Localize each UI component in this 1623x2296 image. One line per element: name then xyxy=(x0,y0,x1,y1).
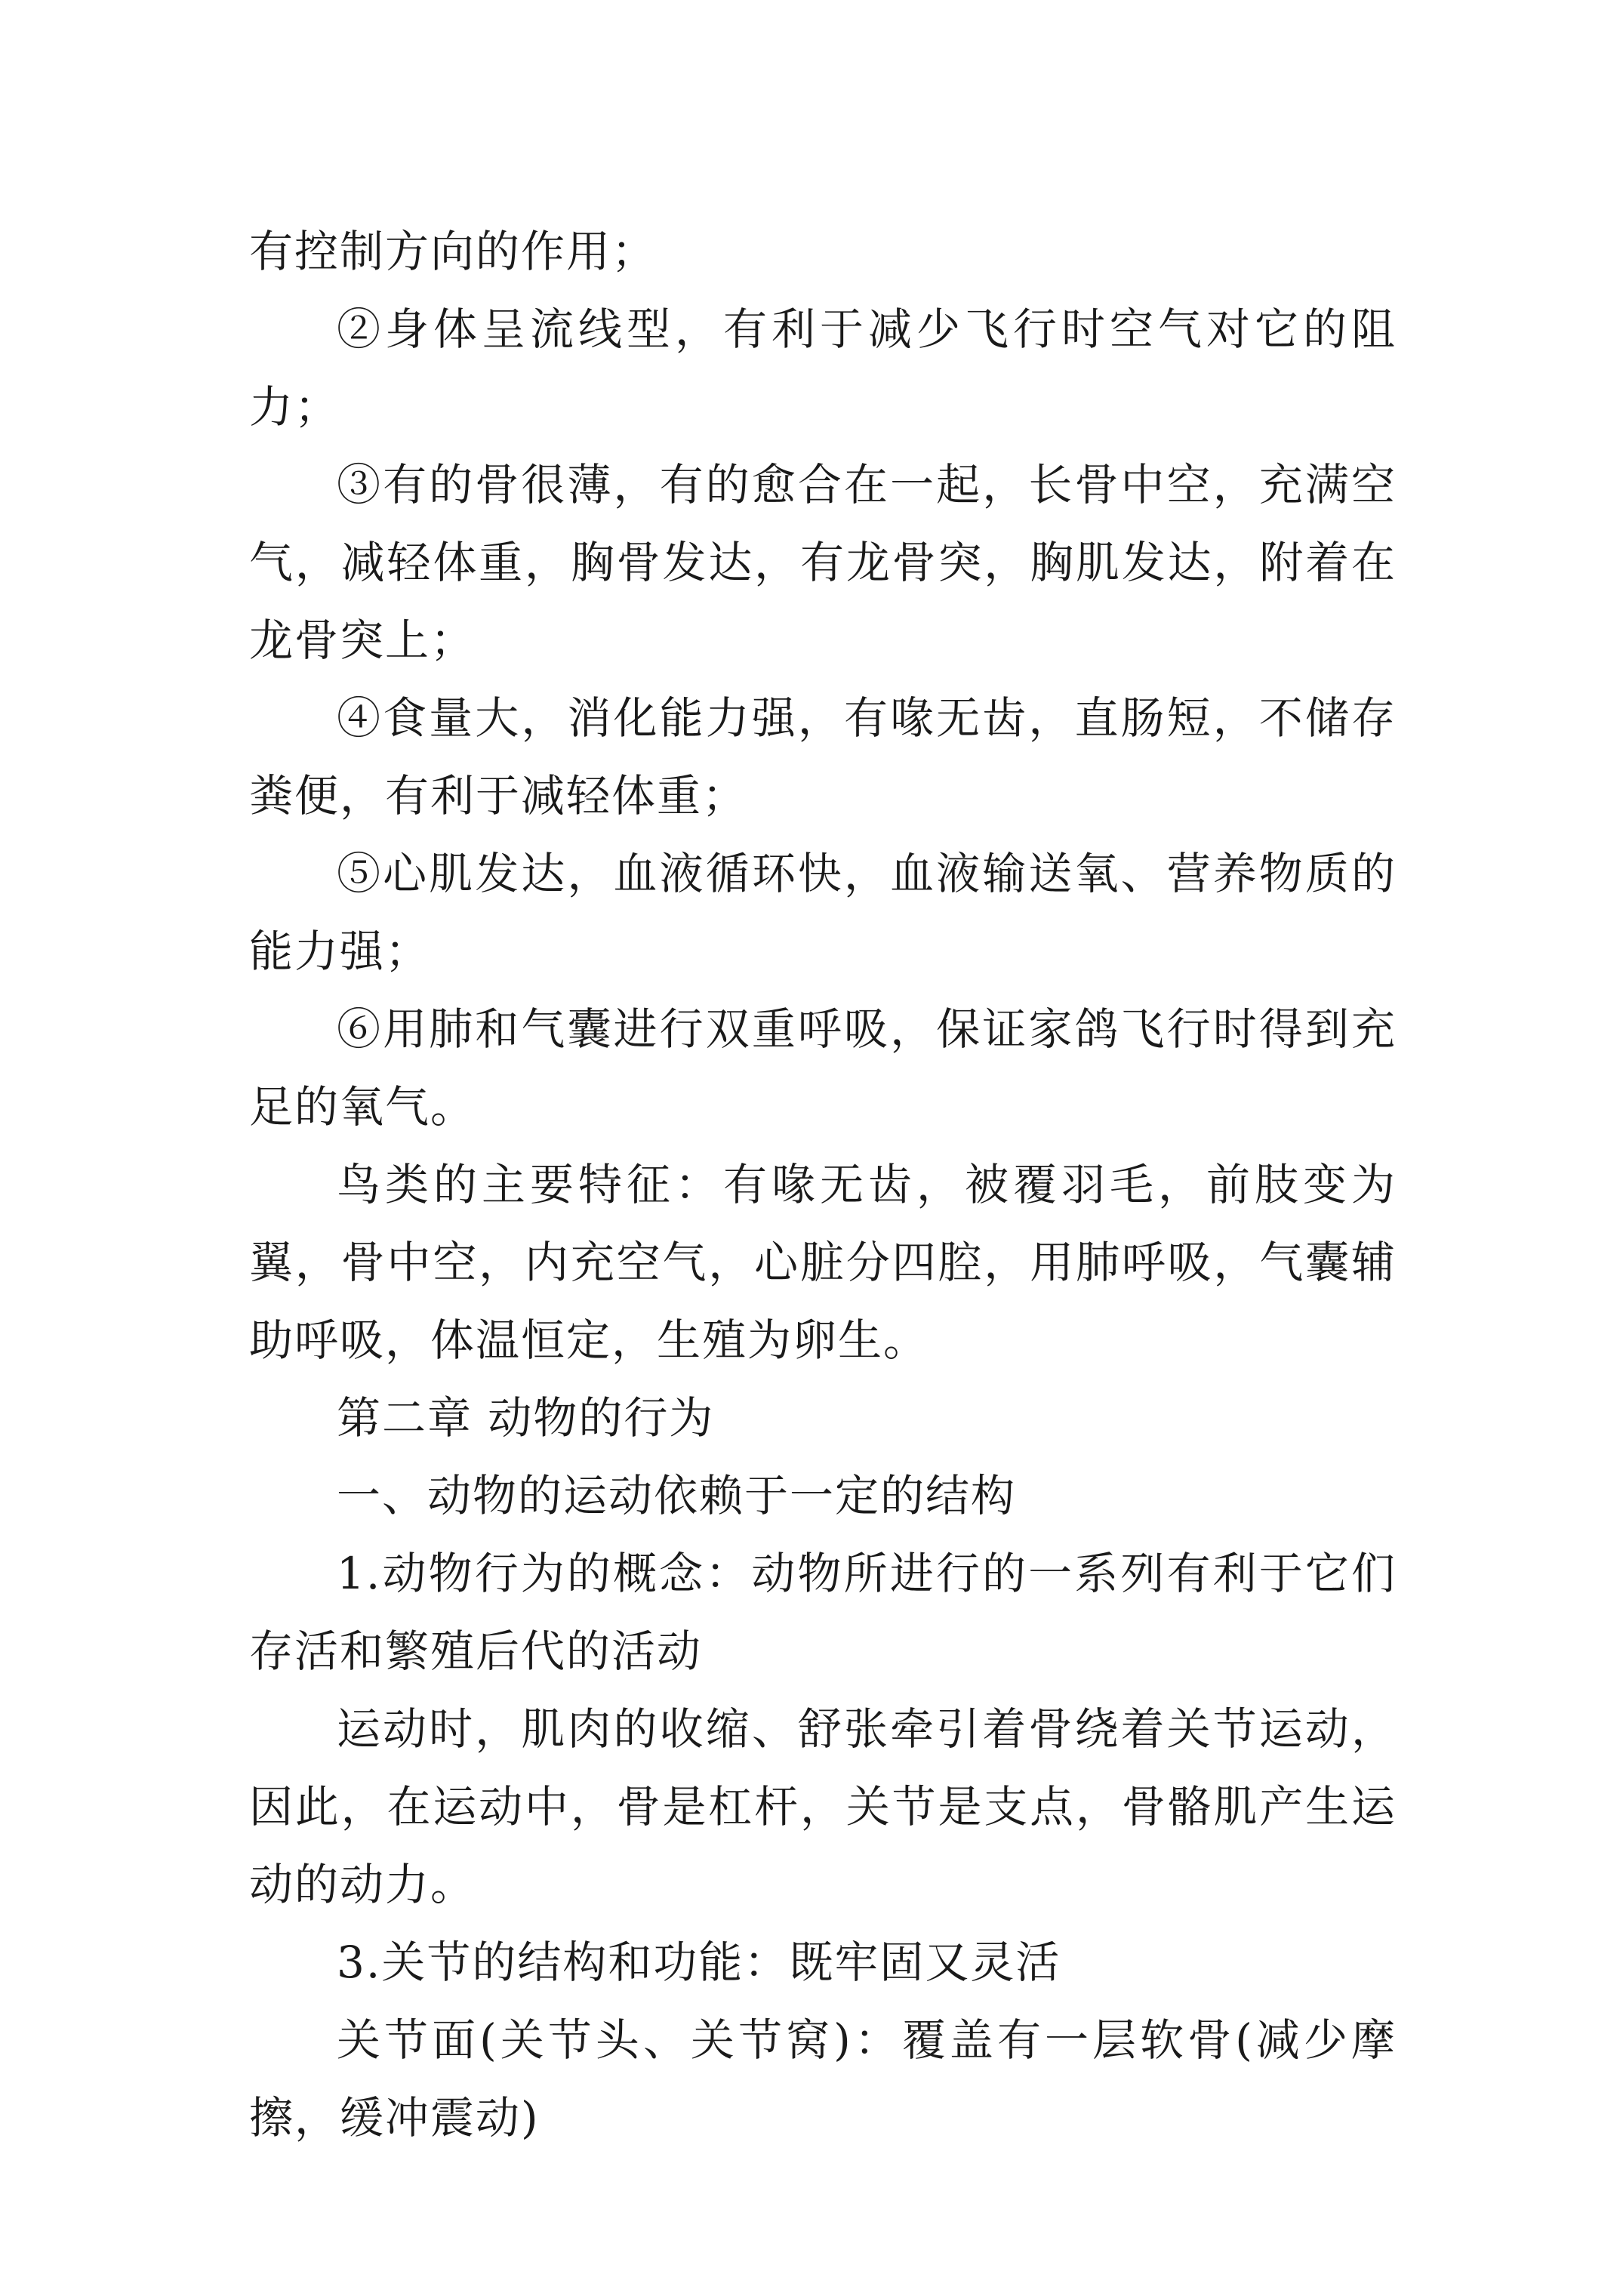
section-heading: 一、动物的运动依赖于一定的结构 xyxy=(337,1470,1017,1521)
paragraph-continuation: 有控制方向的作用； xyxy=(249,226,658,277)
paragraph-item-3: ③有的骨很薄，有的愈合在一起，长骨中空，充满空气，减轻体重，胸骨发达，有龙骨突，胸肌发达，附着在龙骨突上； xyxy=(249,459,1397,666)
paragraph-item-6: ⑥用肺和气囊进行双重呼吸，保证家鸽飞行时得到充足的氧气。 xyxy=(249,1003,1397,1133)
paragraph-joint-structure: 3.关节的结构和功能：既牢固又灵活 xyxy=(337,1937,1061,1988)
document-body xyxy=(249,213,1397,2157)
paragraph-movement: 运动时，肌肉的收缩、舒张牵引着骨绕着关节运动，因此，在运动中，骨是杠杆，关节是支点，骨骼肌产生运动的动力。 xyxy=(249,1703,1397,1910)
paragraph-item-4: ④食量大，消化能力强，有喙无齿，直肠短，不储存粪便，有利于减轻体重； xyxy=(249,692,1397,821)
paragraph-behavior-concept: 1.动物行为的概念：动物所进行的一系列有利于它们存活和繁殖后代的活动 xyxy=(249,1548,1397,1677)
chapter-heading: 第二章 动物的行为 xyxy=(337,1392,715,1444)
paragraph-joint-surface: 关节面(关节头、关节窝)：覆盖有一层软骨(减少摩擦，缓冲震动) xyxy=(249,2014,1397,2143)
paragraph-bird-features: 鸟类的主要特征：有喙无齿，被覆羽毛，前肢变为翼，骨中空，内充空气，心脏分四腔，用肺呼吸，气囊辅助呼吸，体温恒定，生殖为卵生。 xyxy=(249,1159,1397,1366)
paragraph-item-5: ⑤心肌发达，血液循环快，血液输送氧、营养物质的能力强； xyxy=(249,848,1397,977)
paragraph-item-2: ②身体呈流线型，有利于减少飞行时空气对它的阻力； xyxy=(249,304,1397,433)
